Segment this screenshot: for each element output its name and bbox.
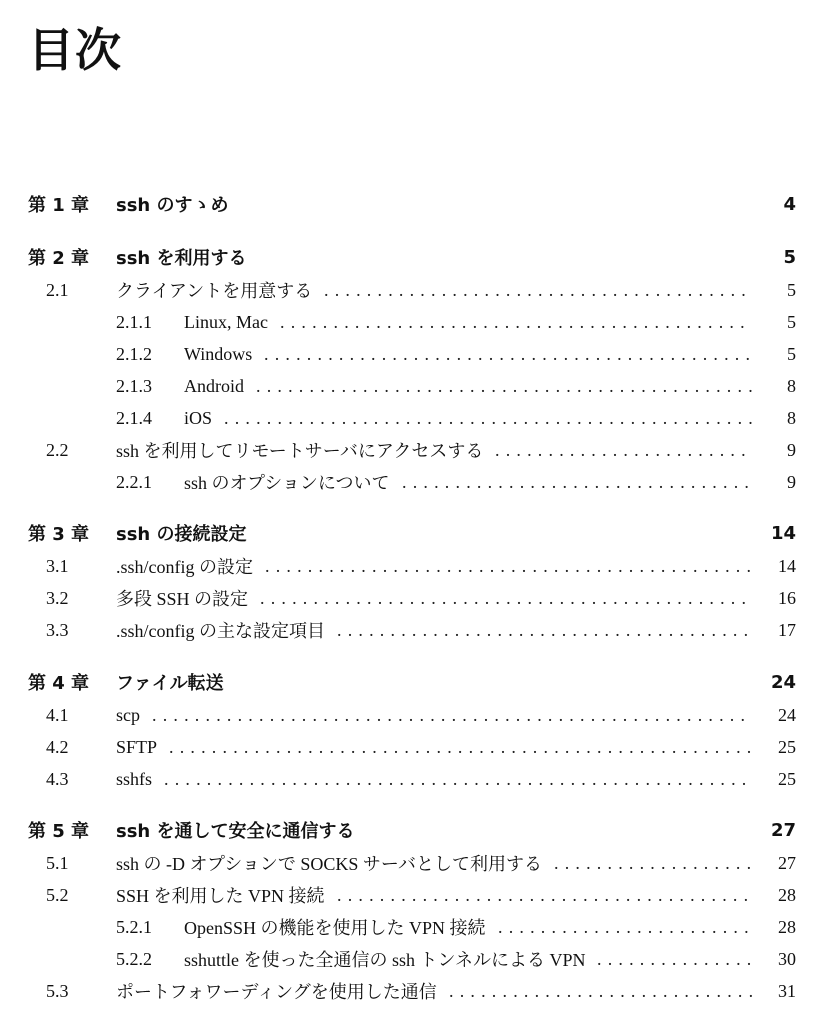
toc-section-entry[interactable] — [0, 850, 832, 876]
entry-page-number: 5 — [787, 343, 796, 364]
entry-page-number: 9 — [787, 439, 796, 460]
entry-title: Android — [184, 375, 244, 396]
entry-page-number: 8 — [787, 375, 796, 396]
entry-number: 2.1.3 — [116, 375, 152, 396]
entry-page-number: 5 — [783, 246, 796, 268]
leader-dots: ............... — [597, 948, 758, 969]
toc-subsection-entry[interactable] — [0, 309, 832, 335]
leader-dots: .............................................. — [264, 343, 757, 364]
entry-title: ファイル転送 — [116, 673, 224, 694]
toc-chapter-entry[interactable] — [0, 244, 832, 270]
entry-title: ssh の接続設定 — [116, 524, 247, 545]
toc-chapter-entry[interactable] — [0, 669, 832, 695]
entry-page-number: 28 — [778, 916, 796, 937]
entry-title: sshfs — [116, 768, 153, 789]
entry-title: ssh のすゝめ — [116, 195, 229, 216]
entry-title: Linux, Mac — [184, 311, 268, 332]
entry-page-number: 5 — [787, 279, 796, 300]
entry-number: 5.3 — [46, 980, 69, 1001]
leader-dots: ........................ — [498, 916, 755, 937]
entry-number: 5.2.2 — [116, 948, 152, 969]
toc-chapter-entry[interactable] — [0, 191, 832, 217]
entry-number: 第 1 章 — [28, 195, 90, 216]
leader-dots: ....................................................... — [169, 736, 758, 757]
entry-number: 4.1 — [46, 704, 69, 725]
leader-dots: ................................. — [402, 471, 756, 492]
entry-title: ssh を利用してリモートサーバにアクセスする — [116, 441, 484, 461]
toc-section-entry[interactable] — [0, 553, 832, 579]
entry-title: iOS — [184, 407, 213, 428]
entry-page-number: 27 — [778, 852, 796, 873]
leader-dots: ....................................... — [337, 884, 755, 905]
entry-page-number: 9 — [787, 471, 796, 492]
entry-number: 2.1.4 — [116, 407, 152, 428]
leader-dots: ........................ — [495, 439, 752, 460]
toc-section-entry[interactable] — [0, 617, 832, 643]
entry-title: sshuttle を使った全通信の ssh トンネルによる VPN — [184, 950, 586, 970]
entry-page-number: 30 — [778, 948, 796, 969]
entry-number: 第 5 章 — [28, 821, 90, 842]
entry-page-number: 25 — [778, 736, 796, 757]
entry-title: ssh の -D オプションで SOCKS サーバとして利用する — [116, 854, 543, 874]
entry-number: 2.1 — [46, 279, 69, 300]
entry-title: ssh のオプションについて — [184, 473, 390, 493]
entry-number: 2.2.1 — [116, 471, 152, 492]
toc-subsection-entry[interactable] — [0, 373, 832, 399]
toc-section-entry[interactable] — [0, 734, 832, 760]
entry-number: 3.1 — [46, 555, 69, 576]
toc-section-entry[interactable] — [0, 882, 832, 908]
entry-page-number: 14 — [778, 555, 796, 576]
entry-title: SSH を利用した VPN 接続 — [116, 886, 325, 906]
page-title: 目次 — [28, 23, 122, 77]
leader-dots: ................... — [554, 852, 758, 873]
leader-dots: ........................................ — [324, 279, 752, 300]
entry-title: 多段 SSH の設定 — [116, 589, 249, 609]
entry-title: .ssh/config の主な設定項目 — [116, 621, 325, 641]
entry-page-number: 25 — [778, 768, 796, 789]
entry-title: .ssh/config の設定 — [116, 557, 253, 577]
toc-section-entry[interactable] — [0, 978, 832, 1004]
leader-dots: ....................................... — [337, 619, 755, 640]
toc-section-entry[interactable] — [0, 585, 832, 611]
leader-dots: ............................................ — [280, 311, 751, 332]
toc-subsection-entry[interactable] — [0, 405, 832, 431]
entry-number: 第 4 章 — [28, 673, 90, 694]
entry-number: 2.2 — [46, 439, 69, 460]
entry-page-number: 4 — [783, 193, 796, 215]
toc-subsection-entry[interactable] — [0, 341, 832, 367]
entry-page-number: 16 — [778, 587, 796, 608]
toc-subsection-entry[interactable] — [0, 469, 832, 495]
entry-title: ポートフォワーディングを使用した通信 — [116, 982, 437, 1002]
entry-title: SFTP — [116, 736, 158, 757]
toc-section-entry[interactable] — [0, 437, 832, 463]
leader-dots: ............................................... — [256, 375, 759, 396]
entry-page-number: 27 — [770, 819, 796, 841]
entry-number: 3.2 — [46, 587, 69, 608]
leader-dots: .................................................. — [224, 407, 759, 428]
entry-page-number: 28 — [778, 884, 796, 905]
entry-number: 3.3 — [46, 619, 69, 640]
entry-number: 5.2 — [46, 884, 69, 905]
toc-chapter-entry[interactable] — [0, 817, 832, 843]
entry-title: Windows — [184, 343, 253, 364]
leader-dots: ....................................................... — [164, 768, 753, 789]
entry-title: ssh を通して安全に通信する — [116, 821, 355, 842]
entry-number: 第 2 章 — [28, 248, 90, 269]
entry-number: 4.3 — [46, 768, 69, 789]
toc-section-entry[interactable] — [0, 702, 832, 728]
entry-title: scp — [116, 704, 140, 725]
entry-title: ssh を利用する — [116, 248, 247, 269]
entry-page-number: 5 — [787, 311, 796, 332]
entry-page-number: 24 — [770, 671, 796, 693]
entry-title: OpenSSH の機能を使用した VPN 接続 — [184, 918, 486, 938]
entry-title: クライアントを用意する — [116, 281, 313, 301]
toc-section-entry[interactable] — [0, 277, 832, 303]
toc-subsection-entry[interactable] — [0, 946, 832, 972]
entry-number: 第 3 章 — [28, 524, 90, 545]
leader-dots: .............................................. — [260, 587, 753, 608]
entry-number: 2.1.1 — [116, 311, 152, 332]
leader-dots: ............................. — [449, 980, 760, 1001]
leader-dots: .............................................. — [265, 555, 758, 576]
entry-number: 5.2.1 — [116, 916, 152, 937]
entry-page-number: 17 — [778, 619, 796, 640]
entry-page-number: 8 — [787, 407, 796, 428]
toc-section-entry[interactable] — [0, 766, 832, 792]
entry-number: 2.1.2 — [116, 343, 152, 364]
entry-page-number: 14 — [770, 522, 796, 544]
entry-number: 4.2 — [46, 736, 69, 757]
entry-page-number: 31 — [778, 980, 796, 1001]
leader-dots: ........................................................ — [152, 704, 752, 725]
toc-subsection-entry[interactable] — [0, 914, 832, 940]
entry-number: 5.1 — [46, 852, 69, 873]
toc-chapter-entry[interactable] — [0, 520, 832, 546]
entry-page-number: 24 — [778, 704, 796, 725]
